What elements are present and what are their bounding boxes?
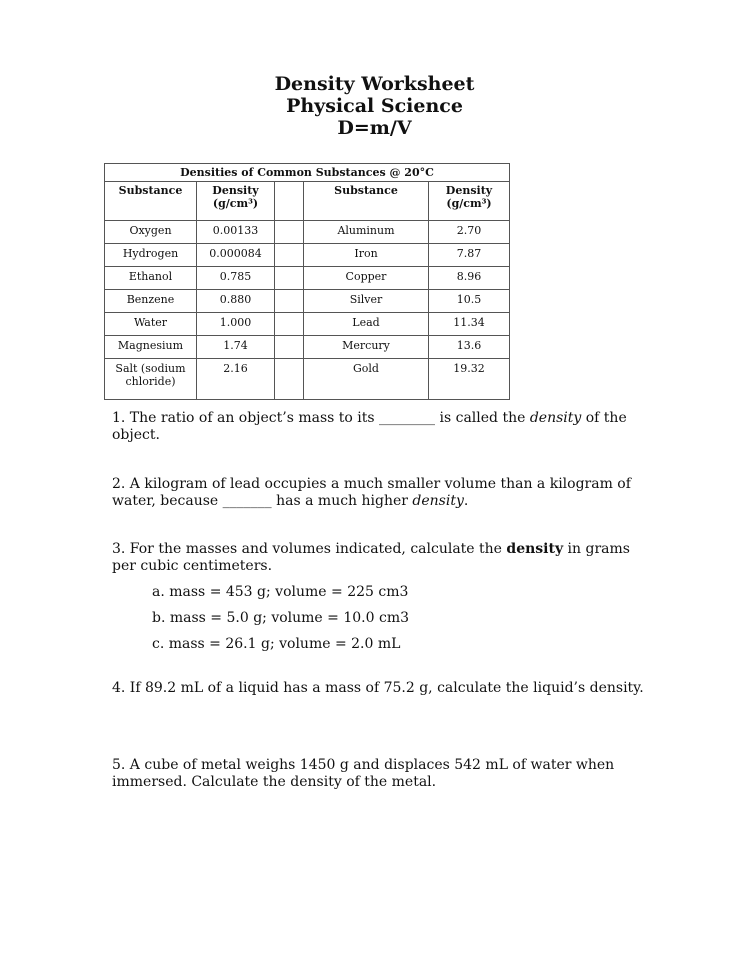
table-caption: Densities of Common Substances @ 20°C bbox=[105, 164, 510, 182]
density-table bbox=[104, 163, 510, 400]
table-row bbox=[105, 221, 510, 244]
spacer-cell bbox=[275, 267, 304, 290]
substance-cell: Oxygen bbox=[105, 221, 197, 244]
column-header: Density (g/cm³) bbox=[197, 182, 275, 221]
density-cell: 1.000 bbox=[197, 313, 275, 336]
column-header: Density (g/cm³) bbox=[429, 182, 510, 221]
table-row bbox=[105, 267, 510, 290]
substance-cell: Salt (sodium chloride) bbox=[105, 359, 197, 400]
substance-cell: Mercury bbox=[304, 336, 429, 359]
spacer-cell bbox=[275, 336, 304, 359]
question-3a: a. mass = 453 g; volume = 225 cm3 bbox=[152, 584, 409, 600]
substance-cell: Ethanol bbox=[105, 267, 197, 290]
spacer-cell bbox=[275, 359, 304, 400]
worksheet-subtitle: Physical Science bbox=[286, 95, 463, 117]
density-cell: 13.6 bbox=[429, 336, 510, 359]
table-row bbox=[105, 290, 510, 313]
question-3b: b. mass = 5.0 g; volume = 10.0 cm3 bbox=[152, 610, 409, 626]
density-cell: 0.880 bbox=[197, 290, 275, 313]
substance-cell: Gold bbox=[304, 359, 429, 400]
density-cell: 11.34 bbox=[429, 313, 510, 336]
spacer-cell bbox=[275, 313, 304, 336]
worksheet-title: Density Worksheet bbox=[274, 73, 475, 95]
spacer-cell bbox=[275, 290, 304, 313]
density-formula: D=m/V bbox=[337, 117, 412, 139]
substance-cell: Water bbox=[105, 313, 197, 336]
table-row bbox=[105, 244, 510, 267]
substance-cell: Hydrogen bbox=[105, 244, 197, 267]
question-1: 1. The ratio of an object’s mass to its ________ is called the density of the object. bbox=[112, 410, 627, 443]
table-row bbox=[105, 336, 510, 359]
question-4: 4. If 89.2 mL of a liquid has a mass of 75.2 g, calculate the liquid’s density. bbox=[112, 680, 644, 696]
table-row bbox=[105, 313, 510, 336]
table-row bbox=[105, 359, 510, 400]
column-header: Substance bbox=[304, 182, 429, 221]
substance-cell: Magnesium bbox=[105, 336, 197, 359]
density-cell: 0.00133 bbox=[197, 221, 275, 244]
substance-cell: Copper bbox=[304, 267, 429, 290]
question-2: 2. A kilogram of lead occupies a much smaller volume than a kilogram of water, because _______ has a much higher density. bbox=[112, 476, 631, 509]
spacer-cell bbox=[275, 221, 304, 244]
density-cell: 2.70 bbox=[429, 221, 510, 244]
substance-cell: Aluminum bbox=[304, 221, 429, 244]
density-cell: 8.96 bbox=[429, 267, 510, 290]
spacer-column bbox=[275, 182, 304, 221]
density-cell: 19.32 bbox=[429, 359, 510, 400]
question-3: 3. For the masses and volumes indicated, calculate the density in grams per cubic centimeters. bbox=[112, 541, 630, 574]
substance-cell: Iron bbox=[304, 244, 429, 267]
question-5: 5. A cube of metal weighs 1450 g and displaces 542 mL of water when immersed. Calculate the density of the metal. bbox=[112, 757, 615, 790]
substance-cell: Benzene bbox=[105, 290, 197, 313]
column-header: Substance bbox=[105, 182, 197, 221]
substance-cell: Silver bbox=[304, 290, 429, 313]
density-cell: 0.000084 bbox=[197, 244, 275, 267]
density-cell: 10.5 bbox=[429, 290, 510, 313]
substance-cell: Lead bbox=[304, 313, 429, 336]
density-cell: 0.785 bbox=[197, 267, 275, 290]
density-cell: 2.16 bbox=[197, 359, 275, 400]
spacer-cell bbox=[275, 244, 304, 267]
density-cell: 1.74 bbox=[197, 336, 275, 359]
density-cell: 7.87 bbox=[429, 244, 510, 267]
question-3c: c. mass = 26.1 g; volume = 2.0 mL bbox=[152, 636, 401, 652]
